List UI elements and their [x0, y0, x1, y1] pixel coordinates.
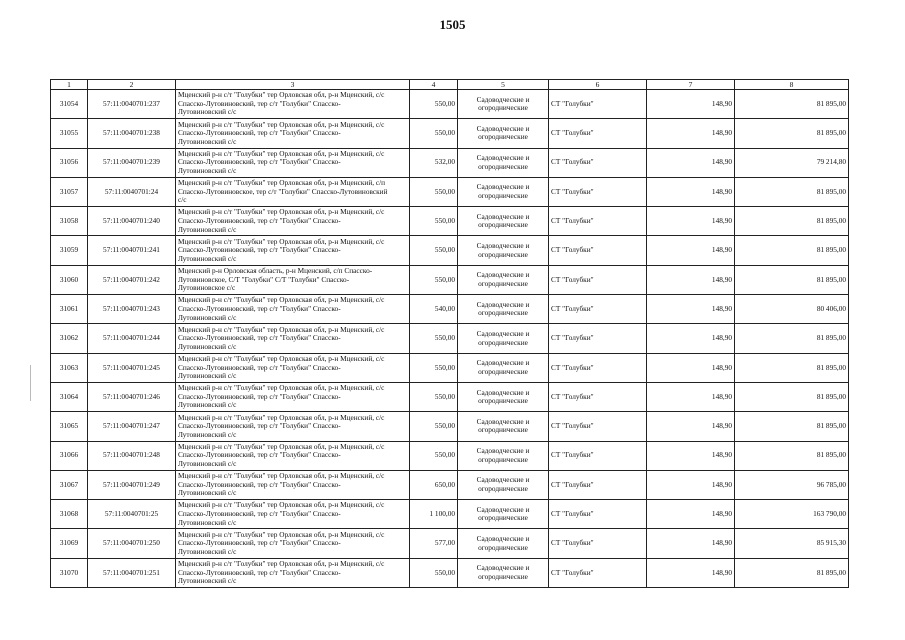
unit-price: 148,90 — [647, 90, 735, 119]
area: 532,00 — [410, 148, 458, 177]
address-line: Мценский р-н с/т "Голубки" тер Орловская обл, р-н Мценский, с/с — [178, 148, 385, 158]
cadastral-value: 85 915,30 — [735, 529, 849, 558]
page-number: 1505 — [439, 17, 466, 32]
owner: СТ "Голубки" — [549, 412, 647, 441]
address-line: Спасско-Лутовиновский, тер с/т "Голубки" Спасско- — [178, 450, 341, 460]
address-line: Спасско-Лутовиновское, тер с/т "Голубки" Спасско-Лутовиновский — [178, 186, 388, 196]
address-line: Спасско-Лутовиновский, тер с/т "Голубки" Спасско- — [178, 333, 341, 343]
table-row — [51, 236, 849, 265]
land-use — [458, 177, 549, 206]
cadastral-number: 57:11:0040701:245 — [88, 353, 176, 382]
table-row — [51, 148, 849, 177]
record-number: 31058 — [51, 207, 88, 236]
table-row — [51, 353, 849, 382]
area: 550,00 — [410, 90, 458, 119]
land-use-line: Садоводческие и — [476, 387, 530, 397]
record-number: 31062 — [51, 324, 88, 353]
unit-price: 148,90 — [647, 412, 735, 441]
land-use — [458, 295, 549, 324]
address-line: с/с — [178, 195, 187, 205]
cadastral-value: 81 895,00 — [735, 324, 849, 353]
record-number: 31061 — [51, 295, 88, 324]
address — [176, 295, 410, 324]
land-use — [458, 119, 549, 148]
land-use-line: огороднические — [478, 220, 528, 230]
address-line: Спасско-Лутовиновский, тер с/т "Голубки" Спасско- — [178, 245, 341, 255]
owner: СТ "Голубки" — [549, 177, 647, 206]
cadastral-value: 81 895,00 — [735, 441, 849, 470]
column-header: 3 — [176, 80, 410, 90]
area: 550,00 — [410, 177, 458, 206]
address-line: Мценский р-н с/т "Голубки" тер Орловская обл, р-н Мценский, с/с — [178, 383, 385, 393]
address-line: Спасско-Лутовиновский, тер с/т "Голубки" Спасско- — [178, 567, 341, 577]
address-line: Лутовиновский с/с — [178, 576, 237, 586]
land-use-line: Садоводческие и — [476, 534, 530, 543]
column-header: 8 — [735, 80, 849, 90]
record-number: 31056 — [51, 148, 88, 177]
land-use-line: огороднические — [478, 308, 528, 318]
address — [176, 412, 410, 441]
column-header: 7 — [647, 80, 735, 90]
address-line: Мценский р-н с/т "Голубки" тер Орловская обл, р-н Мценский, с/с — [178, 471, 385, 481]
address-line: Мценский р-н с/т "Голубки" тер Орловская обл, р-н Мценский, с/с — [178, 412, 385, 422]
address-line: Спасско-Лутовиновский, тер с/т "Голубки" Спасско- — [178, 98, 341, 108]
unit-price: 148,90 — [647, 265, 735, 294]
area: 550,00 — [410, 412, 458, 441]
record-number: 31067 — [51, 470, 88, 499]
unit-price: 148,90 — [647, 295, 735, 324]
address-line: Лутовиновский с/с — [178, 429, 237, 439]
address — [176, 558, 410, 587]
land-use-line: огороднические — [478, 366, 528, 376]
table-row — [51, 265, 849, 294]
record-number: 31060 — [51, 265, 88, 294]
cadastral-value: 81 895,00 — [735, 265, 849, 294]
table-row — [51, 177, 849, 206]
table-row — [51, 529, 849, 558]
table-row — [51, 382, 849, 411]
record-number: 31070 — [51, 558, 88, 587]
cadastral-value: 81 895,00 — [735, 119, 849, 148]
address — [176, 177, 410, 206]
land-use — [458, 500, 549, 529]
address-line: Лутовиновский с/с — [178, 107, 237, 117]
land-use — [458, 470, 549, 499]
land-use-line: огороднические — [478, 484, 528, 493]
address-line: Лутовиновский с/с — [178, 136, 237, 146]
address-line: Спасско-Лутовиновский, тер с/т "Голубки" Спасско- — [178, 421, 341, 431]
address-line: Мценский р-н Орловская область, р-н Мценский, с/п Спасско- — [178, 266, 373, 276]
land-use — [458, 207, 549, 236]
cadastral-number: 57:11:0040701:239 — [88, 148, 176, 177]
record-number: 31059 — [51, 236, 88, 265]
land-use-line: огороднические — [478, 278, 528, 288]
address-line: Мценский р-н с/т "Голубки" тер Орловская обл, р-н Мценский, с/с — [178, 295, 385, 305]
column-header: 2 — [88, 80, 176, 90]
address-line: Мценский р-н с/т "Голубки" тер Орловская обл, р-н Мценский, с/с — [178, 207, 385, 217]
address-line: Лутовиновский с/с — [178, 371, 237, 381]
cadastral-number: 57:11:0040701:251 — [88, 558, 176, 587]
table-row — [51, 324, 849, 353]
area: 540,00 — [410, 295, 458, 324]
land-use-line: Садоводческие и — [476, 328, 530, 338]
land-use-line: огороднические — [478, 191, 528, 201]
land-use — [458, 441, 549, 470]
land-use-line: Садоводческие и — [476, 153, 530, 163]
cadastral-value: 81 895,00 — [735, 207, 849, 236]
unit-price: 148,90 — [647, 382, 735, 411]
land-use-line: огороднические — [478, 513, 528, 523]
record-number: 31066 — [51, 441, 88, 470]
land-use-line: огороднические — [478, 103, 528, 113]
cadastral-number: 57:11:0040701:237 — [88, 90, 176, 119]
address-line: Спасско-Лутовиновский, тер с/т "Голубки" Спасско- — [178, 157, 341, 167]
cadastral-value: 96 785,00 — [735, 470, 849, 499]
land-use-line: Садоводческие и — [476, 446, 530, 456]
record-number: 31064 — [51, 382, 88, 411]
land-use-line: огороднические — [478, 161, 528, 171]
land-registry-table — [50, 79, 849, 588]
land-use — [458, 265, 549, 294]
land-use-line: огороднические — [478, 132, 528, 142]
area: 577,00 — [410, 529, 458, 558]
column-header: 4 — [410, 80, 458, 90]
address-line: Мценский р-н с/т "Голубки" тер Орловская обл, р-н Мценский, с/с — [178, 236, 385, 246]
cadastral-value: 81 895,00 — [735, 412, 849, 441]
land-use-line: Садоводческие и — [476, 94, 530, 104]
land-use-line: огороднические — [478, 542, 528, 552]
cadastral-value: 163 790,00 — [735, 500, 849, 529]
cadastral-number: 57:11:0040701:25 — [88, 500, 176, 529]
land-use-line: Садоводческие и — [476, 504, 530, 514]
area: 1 100,00 — [410, 500, 458, 529]
owner: СТ "Голубки" — [549, 441, 647, 470]
land-use-line: Садоводческие и — [476, 211, 530, 221]
land-use-line: Садоводческие и — [476, 270, 530, 280]
cadastral-value: 81 895,00 — [735, 558, 849, 587]
unit-price: 148,90 — [647, 441, 735, 470]
unit-price: 148,90 — [647, 236, 735, 265]
address-line: Лутовиновский с/с — [178, 341, 237, 351]
unit-price: 148,90 — [647, 558, 735, 587]
cadastral-value: 80 406,00 — [735, 295, 849, 324]
land-use-line: Садоводческие и — [476, 563, 530, 573]
column-header: 6 — [549, 80, 647, 90]
address — [176, 382, 410, 411]
column-header: 5 — [458, 80, 549, 90]
address-line: Мценский р-н с/т "Голубки" тер Орловская обл, р-н Мценский, с/п — [178, 178, 386, 188]
unit-price: 148,90 — [647, 148, 735, 177]
land-use — [458, 90, 549, 119]
owner: СТ "Голубки" — [549, 295, 647, 324]
address — [176, 207, 410, 236]
unit-price: 148,90 — [647, 529, 735, 558]
address-line: Лутовиновское, С/Т "Голубки" С/Т "Голубки" Спасско- — [178, 274, 350, 284]
owner: СТ "Голубки" — [549, 382, 647, 411]
cadastral-number: 57:11:0040701:247 — [88, 412, 176, 441]
address — [176, 119, 410, 148]
record-number: 31068 — [51, 500, 88, 529]
cadastral-number: 57:11:0040701:242 — [88, 265, 176, 294]
owner: СТ "Голубки" — [549, 353, 647, 382]
area: 550,00 — [410, 236, 458, 265]
address — [176, 529, 410, 558]
column-header: 1 — [51, 80, 88, 90]
owner: СТ "Голубки" — [549, 148, 647, 177]
owner: СТ "Голубки" — [549, 529, 647, 558]
address-line: Спасско-Лутовиновский, тер с/т "Голубки" Спасско- — [178, 216, 341, 226]
address-line: Лутовиновский с/с — [178, 517, 237, 527]
address — [176, 470, 410, 499]
land-use-line: огороднические — [478, 425, 528, 435]
record-number: 31069 — [51, 529, 88, 558]
area: 550,00 — [410, 558, 458, 587]
unit-price: 148,90 — [647, 500, 735, 529]
address-line: Лутовиновский с/с — [178, 166, 237, 176]
land-use — [458, 412, 549, 441]
unit-price: 148,90 — [647, 119, 735, 148]
cadastral-number: 57:11:0040701:241 — [88, 236, 176, 265]
address-line: Мценский р-н с/т "Голубки" тер Орловская обл, р-н Мценский, с/с — [178, 90, 385, 100]
address-line: Мценский р-н с/т "Голубки" тер Орловская обл, р-н Мценский, с/с — [178, 500, 385, 510]
cadastral-value: 81 895,00 — [735, 90, 849, 119]
land-use-line: Садоводческие и — [476, 475, 530, 485]
table-row — [51, 295, 849, 324]
address — [176, 324, 410, 353]
land-use-line: огороднические — [478, 337, 528, 347]
record-number: 31057 — [51, 177, 88, 206]
address-line: Мценский р-н с/т "Голубки" тер Орловская обл, р-н Мценский, с/с — [178, 529, 385, 539]
cadastral-value: 81 895,00 — [735, 382, 849, 411]
unit-price: 148,90 — [647, 470, 735, 499]
unit-price: 148,90 — [647, 177, 735, 206]
record-number: 31065 — [51, 412, 88, 441]
cadastral-number: 57:11:0040701:249 — [88, 470, 176, 499]
area: 550,00 — [410, 265, 458, 294]
land-use-line: Садоводческие и — [476, 123, 530, 133]
table-row — [51, 207, 849, 236]
address-line: Лутовиновский с/с — [178, 224, 237, 234]
table-row — [51, 441, 849, 470]
address-line: Лутовиновский с/с — [178, 312, 237, 322]
cadastral-number: 57:11:0040701:246 — [88, 382, 176, 411]
area: 650,00 — [410, 470, 458, 499]
land-use-line: Садоводческие и — [476, 182, 530, 192]
cadastral-value: 79 214,80 — [735, 148, 849, 177]
area: 550,00 — [410, 324, 458, 353]
table-row — [51, 119, 849, 148]
address-line: Лутовиновское с/с — [178, 283, 236, 293]
unit-price: 148,90 — [647, 324, 735, 353]
record-number: 31055 — [51, 119, 88, 148]
address — [176, 90, 410, 119]
record-number: 31063 — [51, 353, 88, 382]
land-use-line: огороднические — [478, 396, 528, 406]
cadastral-number: 57:11:0040701:244 — [88, 324, 176, 353]
owner: СТ "Голубки" — [549, 470, 647, 499]
address — [176, 441, 410, 470]
table-row — [51, 558, 849, 587]
land-use — [458, 148, 549, 177]
land-use — [458, 353, 549, 382]
cadastral-number: 57:11:0040701:240 — [88, 207, 176, 236]
address-line: Лутовиновский с/с — [178, 488, 237, 498]
land-use — [458, 236, 549, 265]
cadastral-number: 57:11:0040701:24 — [88, 177, 176, 206]
owner: СТ "Голубки" — [549, 500, 647, 529]
address-line: Спасско-Лутовиновский, тер с/т "Голубки" Спасско- — [178, 128, 341, 138]
land-use — [458, 558, 549, 587]
owner: СТ "Голубки" — [549, 119, 647, 148]
address-line: Спасско-Лутовиновский, тер с/т "Голубки" Спасско- — [178, 509, 341, 518]
address-line: Лутовиновский с/с — [178, 400, 237, 410]
scan-margin-mark — [30, 365, 31, 401]
address — [176, 148, 410, 177]
address-line: Мценский р-н с/т "Голубки" тер Орловская обл, р-н Мценский, с/с — [178, 324, 385, 334]
table-row — [51, 412, 849, 441]
address-line: Лутовиновский с/с — [178, 253, 237, 263]
unit-price: 148,90 — [647, 353, 735, 382]
table-row — [51, 470, 849, 499]
owner: СТ "Голубки" — [549, 265, 647, 294]
cadastral-number: 57:11:0040701:238 — [88, 119, 176, 148]
owner: СТ "Голубки" — [549, 207, 647, 236]
address — [176, 265, 410, 294]
address-line: Спасско-Лутовиновский, тер с/т "Голубки" Спасско- — [178, 479, 341, 489]
land-use-line: огороднические — [478, 249, 528, 259]
cadastral-number: 57:11:0040701:250 — [88, 529, 176, 558]
land-use-line: Садоводческие и — [476, 416, 530, 426]
owner: СТ "Голубки" — [549, 558, 647, 587]
cadastral-number: 57:11:0040701:243 — [88, 295, 176, 324]
table-row — [51, 500, 849, 529]
area: 550,00 — [410, 441, 458, 470]
unit-price: 148,90 — [647, 207, 735, 236]
address-line: Мценский р-н с/т "Голубки" тер Орловская обл, р-н Мценский, с/с — [178, 559, 385, 568]
area: 550,00 — [410, 119, 458, 148]
area: 550,00 — [410, 382, 458, 411]
address-line: Лутовиновский с/с — [178, 459, 237, 468]
address — [176, 353, 410, 382]
cadastral-value: 81 895,00 — [735, 353, 849, 382]
address-line: Спасско-Лутовиновский, тер с/т "Голубки" Спасско- — [178, 303, 341, 313]
cadastral-value: 81 895,00 — [735, 236, 849, 265]
land-use — [458, 382, 549, 411]
land-use — [458, 529, 549, 558]
column-number-row — [51, 80, 849, 90]
area: 550,00 — [410, 207, 458, 236]
owner: СТ "Голубки" — [549, 90, 647, 119]
land-use-line: огороднические — [478, 454, 528, 464]
address-line: Спасско-Лутовиновский, тер с/т "Голубки" Спасско- — [178, 362, 341, 372]
address — [176, 500, 410, 529]
address-line: Спасско-Лутовиновский, тер с/т "Голубки" Спасско- — [178, 391, 341, 401]
record-number: 31054 — [51, 90, 88, 119]
land-use-line: огороднические — [478, 571, 528, 581]
owner: СТ "Голубки" — [549, 324, 647, 353]
address-line: Мценский р-н с/т "Голубки" тер Орловская обл, р-н Мценский, с/с — [178, 353, 385, 363]
land-use-line: Садоводческие и — [476, 358, 530, 368]
owner: СТ "Голубки" — [549, 236, 647, 265]
cadastral-value: 81 895,00 — [735, 177, 849, 206]
land-use-line: Садоводческие и — [476, 299, 530, 309]
address-line: Спасско-Лутовиновский, тер с/т "Голубки" Спасско- — [178, 538, 341, 548]
area: 550,00 — [410, 353, 458, 382]
address-line: Лутовиновский с/с — [178, 546, 237, 556]
cadastral-number: 57:11:0040701:248 — [88, 441, 176, 470]
land-use-line: Садоводческие и — [476, 241, 530, 251]
table-row — [51, 90, 849, 119]
address-line: Мценский р-н с/т "Голубки" тер Орловская обл, р-н Мценский, с/с — [178, 119, 385, 129]
address-line: Мценский р-н с/т "Голубки" тер Орловская обл, р-н Мценский, с/с — [178, 441, 385, 451]
land-use — [458, 324, 549, 353]
address — [176, 236, 410, 265]
